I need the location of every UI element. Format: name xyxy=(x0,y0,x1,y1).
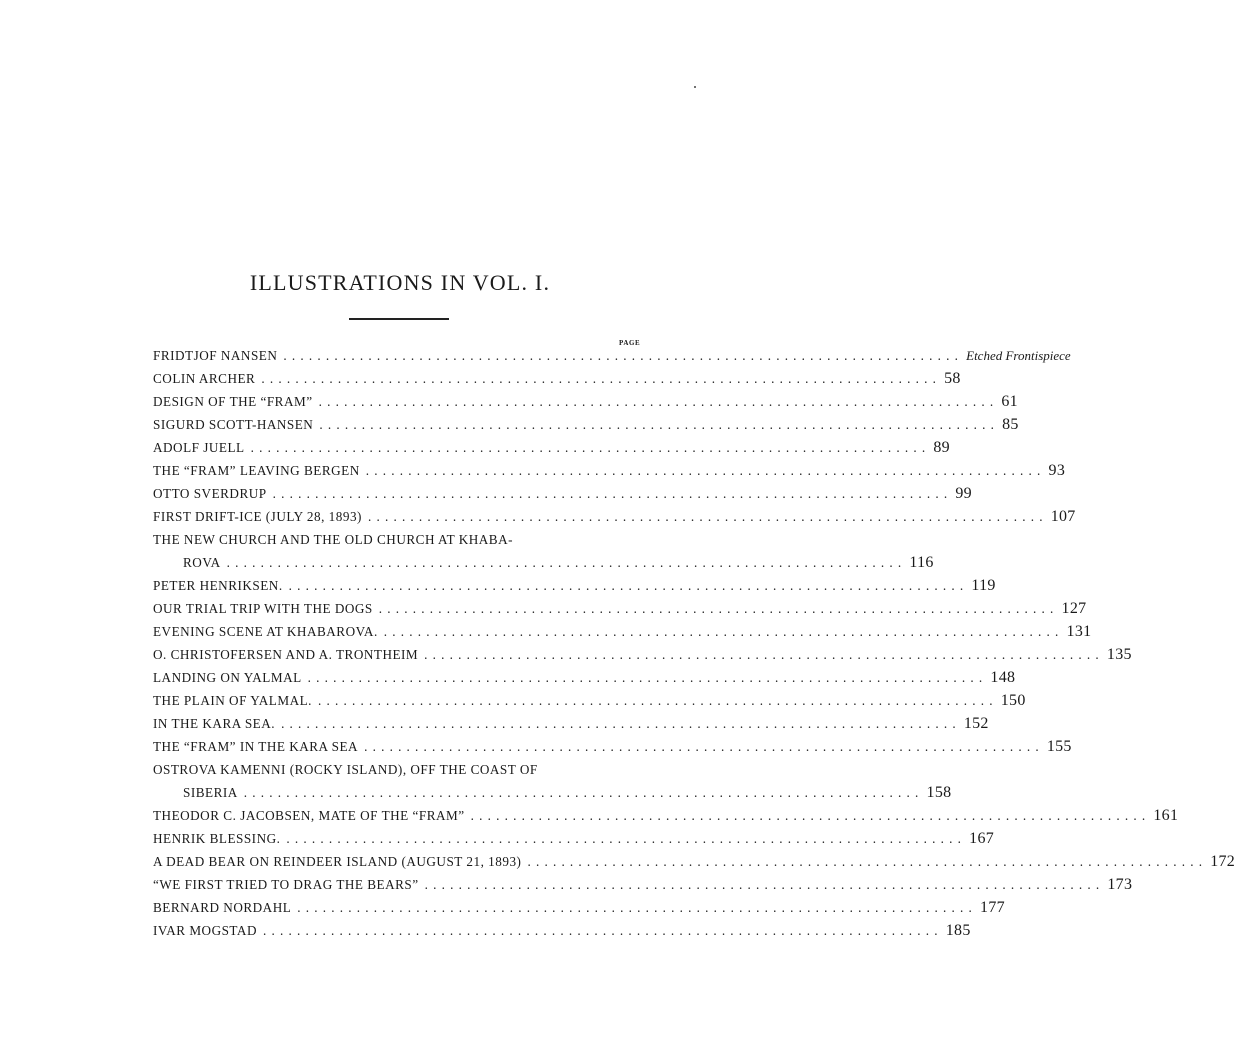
entry-label: A DEAD BEAR ON REINDEER ISLAND (AUGUST 21, 1893) xyxy=(153,854,522,869)
list-item xyxy=(153,896,1005,919)
list-item xyxy=(153,873,1133,896)
entry-label: O. CHRISTOFERSEN AND A. TRONTHEIM xyxy=(153,647,419,662)
list-item-continuation xyxy=(153,551,934,574)
dot-leader: ................................................................................ xyxy=(286,831,967,846)
entry-label: THE NEW CHURCH AND THE OLD CHURCH AT KHABA- xyxy=(153,532,513,547)
entry-label: EVENING SCENE AT KHABAROVA. xyxy=(153,624,378,639)
dot-leader: ................................................................................ xyxy=(317,693,998,708)
dot-leader: ................................................................................ xyxy=(319,417,1000,432)
dot-leader: ................................................................................ xyxy=(364,739,1044,754)
dot-leader: ................................................................................ xyxy=(527,854,1208,869)
illustrations-list xyxy=(153,344,1235,942)
list-item-continuation xyxy=(153,781,952,804)
entry-label: LANDING ON YALMAL xyxy=(153,670,302,685)
list-item xyxy=(153,827,995,850)
entry-page: 89 xyxy=(933,439,950,456)
entry-label: THEODOR C. JACOBSEN, MATE OF THE “FRAM” xyxy=(153,808,465,823)
entry-page: 177 xyxy=(980,899,1005,916)
entry-page: 131 xyxy=(1066,623,1092,640)
list-item xyxy=(153,689,1026,712)
dot-leader: ................................................................................ xyxy=(283,348,964,363)
entry-page: 61 xyxy=(1001,393,1018,410)
entry-page: 135 xyxy=(1106,646,1132,663)
entry-label: PETER HENRIKSEN. xyxy=(153,578,283,593)
entry-label: FIRST DRIFT-ICE (JULY 28, 1893) xyxy=(153,509,362,524)
list-item xyxy=(153,459,1066,482)
list-item xyxy=(153,436,950,459)
list-item xyxy=(153,712,989,735)
entry-label-continuation: ROVA xyxy=(183,555,221,570)
dot-leader: ................................................................................ xyxy=(424,877,1105,892)
entry-label: BERNARD NORDAHL xyxy=(153,900,292,915)
list-item xyxy=(153,620,1092,643)
entry-label: THE “FRAM” LEAVING BERGEN xyxy=(153,463,360,478)
list-item xyxy=(153,528,645,551)
dot-leader: ................................................................................ xyxy=(226,555,907,570)
list-item xyxy=(153,505,1076,528)
title-rule xyxy=(349,318,449,320)
list-item xyxy=(153,482,972,505)
entry-page: 58 xyxy=(944,370,961,387)
entry-label: IVAR MOGSTAD xyxy=(153,923,257,938)
entry-label: ADOLF JUELL xyxy=(153,440,245,455)
entry-label: HENRIK BLESSING. xyxy=(153,831,281,846)
list-item xyxy=(153,804,1179,827)
entry-page: 116 xyxy=(909,554,934,571)
entry-page: 99 xyxy=(955,485,972,502)
list-item xyxy=(153,367,961,390)
entry-page: Etched Frontispiece xyxy=(966,348,1071,363)
dot-leader: ................................................................................ xyxy=(261,371,942,386)
dot-leader: ................................................................................ xyxy=(424,647,1104,662)
entry-page: 152 xyxy=(963,715,989,732)
page-column-header: PAGE xyxy=(619,339,641,347)
dot-leader: ................................................................................ xyxy=(272,486,953,501)
entry-page: 161 xyxy=(1153,807,1179,824)
entry-page: 148 xyxy=(990,669,1016,686)
page-title: ILLUSTRATIONS IN VOL. I. xyxy=(249,270,551,295)
dot-leader: ................................................................................ xyxy=(470,808,1151,823)
list-item xyxy=(153,735,1072,758)
entry-label: OSTROVA KAMENNI (ROCKY ISLAND), OFF THE COAST OF xyxy=(153,762,538,777)
entry-label: COLIN ARCHER xyxy=(153,371,256,386)
entry-label-continuation: SIBERIA xyxy=(183,785,238,800)
list-item xyxy=(153,574,996,597)
list-item xyxy=(153,643,1132,666)
list-item xyxy=(153,850,1235,873)
entry-label: THE PLAIN OF YALMAL. xyxy=(153,693,312,708)
entry-page: 155 xyxy=(1046,738,1072,755)
dot-leader: ................................................................................ xyxy=(262,923,943,938)
dot-leader: ................................................................................ xyxy=(307,670,988,685)
list-item xyxy=(153,413,1019,436)
entry-page: 150 xyxy=(1000,692,1026,709)
entry-page: 167 xyxy=(969,830,995,847)
dot-leader: ................................................................................ xyxy=(383,624,1064,639)
list-item xyxy=(153,344,1071,367)
dot-leader: ................................................................................ xyxy=(318,394,999,409)
entry-page: 185 xyxy=(945,922,971,939)
list-item xyxy=(153,758,645,781)
entry-label: IN THE KARA SEA. xyxy=(153,716,276,731)
entry-page: 127 xyxy=(1061,600,1087,617)
dot-leader: ................................................................................ xyxy=(281,716,961,731)
dot-leader: ................................................................................ xyxy=(365,463,1046,478)
entry-page: 107 xyxy=(1050,508,1076,525)
dot-leader: ................................................................................ xyxy=(297,900,978,915)
dot-leader: ................................................................................ xyxy=(250,440,931,455)
dot-leader: ................................................................................ xyxy=(378,601,1059,616)
entry-label: FRIDTJOF NANSEN xyxy=(153,348,278,363)
entry-label: THE “FRAM” IN THE KARA SEA xyxy=(153,739,359,754)
entry-page: 173 xyxy=(1107,876,1133,893)
entry-page: 119 xyxy=(971,577,996,594)
entry-page: 85 xyxy=(1002,416,1019,433)
list-item xyxy=(153,666,1016,689)
dot-leader: ................................................................................ xyxy=(367,509,1048,524)
entry-page: 93 xyxy=(1048,462,1066,479)
entry-label: DESIGN OF THE “FRAM” xyxy=(153,394,313,409)
entry-page: 158 xyxy=(926,784,952,801)
dot-leader: ................................................................................ xyxy=(243,785,924,800)
dot-leader: ................................................................................ xyxy=(288,578,969,593)
entry-page: 172 xyxy=(1210,853,1235,870)
entry-label: SIGURD SCOTT-HANSEN xyxy=(153,417,314,432)
page-speck xyxy=(694,86,696,88)
entry-label: OUR TRIAL TRIP WITH THE DOGS xyxy=(153,601,373,616)
list-item xyxy=(153,919,971,942)
list-item xyxy=(153,597,1087,620)
entry-label: OTTO SVERDRUP xyxy=(153,486,267,501)
entry-label: “WE FIRST TRIED TO DRAG THE BEARS” xyxy=(153,877,419,892)
list-item xyxy=(153,390,1018,413)
